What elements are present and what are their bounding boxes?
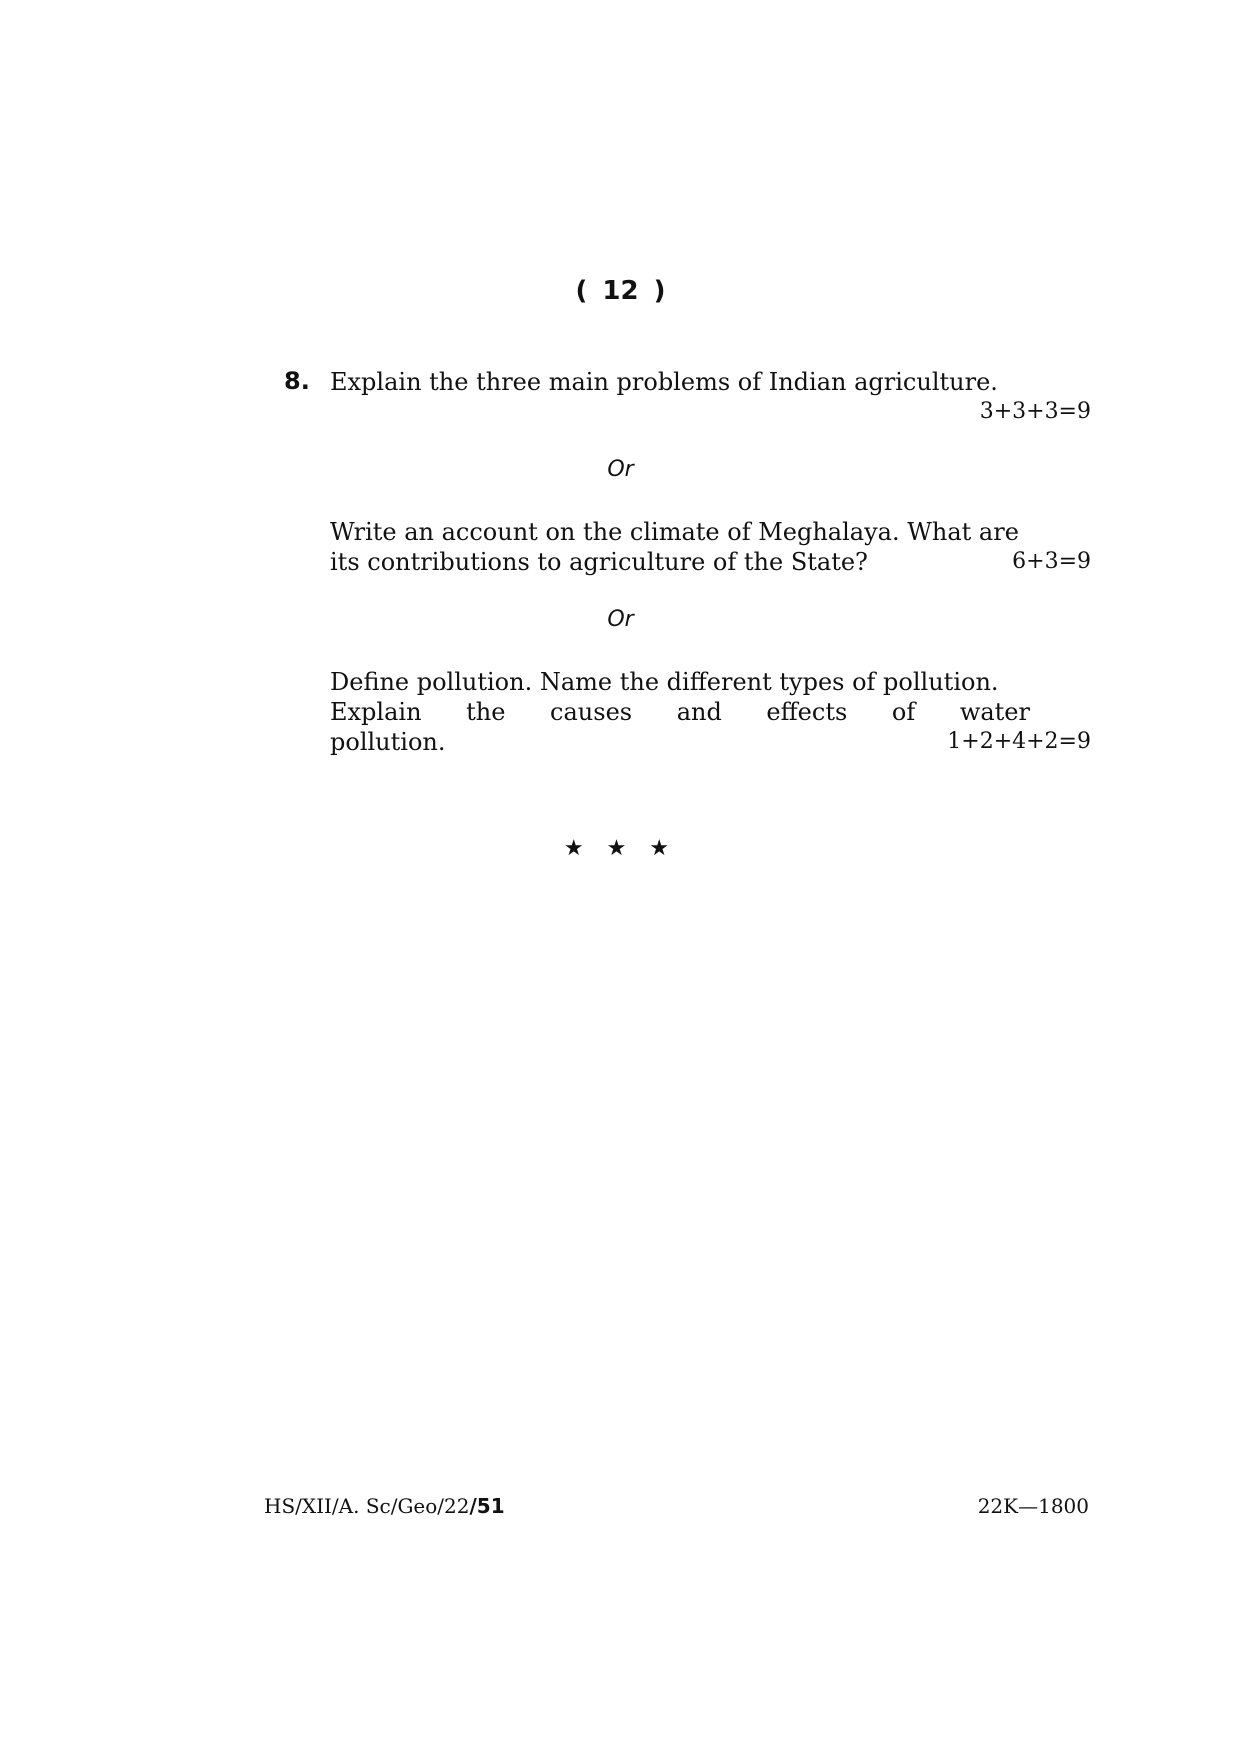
question-part3-line2 bbox=[330, 697, 1030, 727]
or-separator-1: Or bbox=[607, 457, 634, 482]
question-part2-line2: its contributions to agriculture of the State? bbox=[330, 548, 868, 576]
question-part3-marks: 1+2+4+2=9 bbox=[947, 729, 1091, 754]
word: causes bbox=[550, 698, 633, 726]
word: Explain bbox=[330, 698, 422, 726]
word: the bbox=[466, 698, 506, 726]
question-part3-line1: Define pollution. Name the different types of pollution. bbox=[330, 668, 999, 696]
print-info: 22K—1800 bbox=[977, 1494, 1089, 1518]
paper-code-prefix: HS/XII/A. Sc/Geo/22 bbox=[264, 1494, 470, 1518]
question-part1-text: Explain the three main problems of Indian agriculture. bbox=[330, 368, 998, 396]
word: effects bbox=[766, 698, 848, 726]
question-part2-marks: 6+3=9 bbox=[1012, 549, 1091, 574]
question-part3-line3: pollution. bbox=[330, 728, 446, 756]
paper-code-number: /51 bbox=[469, 1494, 505, 1518]
page-number: ( 12 ) bbox=[575, 276, 666, 306]
question-number: 8. bbox=[284, 367, 310, 395]
question-part2-line1: Write an account on the climate of Meghalaya. What are bbox=[330, 518, 1019, 546]
word: of bbox=[891, 698, 916, 726]
paper-code bbox=[264, 1494, 505, 1518]
end-marker-stars: ★ ★ ★ bbox=[563, 836, 678, 861]
word: water bbox=[959, 698, 1030, 726]
word: and bbox=[676, 698, 722, 726]
or-separator-2: Or bbox=[607, 607, 634, 632]
question-part1-marks: 3+3+3=9 bbox=[979, 399, 1091, 424]
